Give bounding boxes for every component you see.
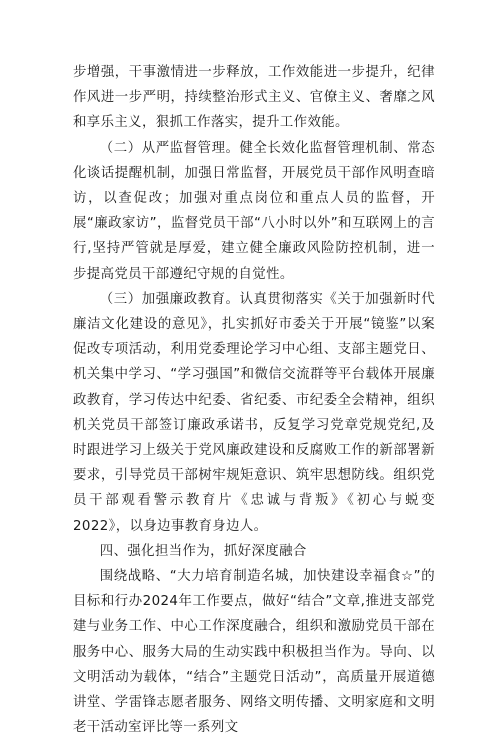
document-body <box>73 60 435 740</box>
paragraph-strict-supervision: （二）从严监督管理。健全长效化监督管理机制、常态化谈话提醒机制，加强日常监督，开展党员干部作风明查暗访，以查促改；加强对重点岗位和重点人员的监督，开展“廉政家访”，监督党员干部“八小时以外”和互联网上的言行,坚持严管就是厚爱，建立健全廉政风险防控机制，进一步提高党员干部遵纪守规的自觉性。 <box>73 140 435 282</box>
paragraph-integrity-education: （三）加强廉政教育。认真贯彻落实《关于加强新时代廉洁文化建设的意见》，扎实抓好市委关于开展“镜鉴”以案促改专项活动，利用党委理论学习中心组、支部主题党日、机关集中学习、“学习强国”和微信交流群等平台载体开展廉政教育，学习传达中纪委、省纪委、市纪委全会精神，组织机关党员干部签订廉政承诺书，反复学习党章党规党纪,及时跟进学习上级关于党风廉政建设和反腐败工作的新部署新要求，引导党员干部树牢规矩意识、筑牢思想防线。组织党员干部观看警示教育片《忠诚与背叛》《初心与蜕变2022》，以身边事教育身边人。 <box>73 291 435 534</box>
paragraph-deep-integration: 围绕战略、“大力培育制造名城，加快建设幸福食☆”的目标和行办2024年工作要点，做好“结合”文章,推进支部党建与业务工作、中心工作深度融合，组织和激励党员干部在服务中心、服务大局的生动实践中积极担当作为。导向、以文明活动为载体，“结合”主题党日活动”，高质量开展道德讲堂、学雷锋志愿者服务、网络文明传播、文明家庭和文明老干活动室评比等一系列文 <box>73 569 435 736</box>
section-heading-four: 四、强化担当作为，抓好深度融合 <box>99 543 307 559</box>
paragraph-goals-continued: 步增强，干事激情进一步释放，工作效能进一步提升，纪律作风进一步严明，持续整治形式主义、官僚主义、奢靡之风和享乐主义，狠抓工作落实，提升工作效能。 <box>73 65 435 131</box>
